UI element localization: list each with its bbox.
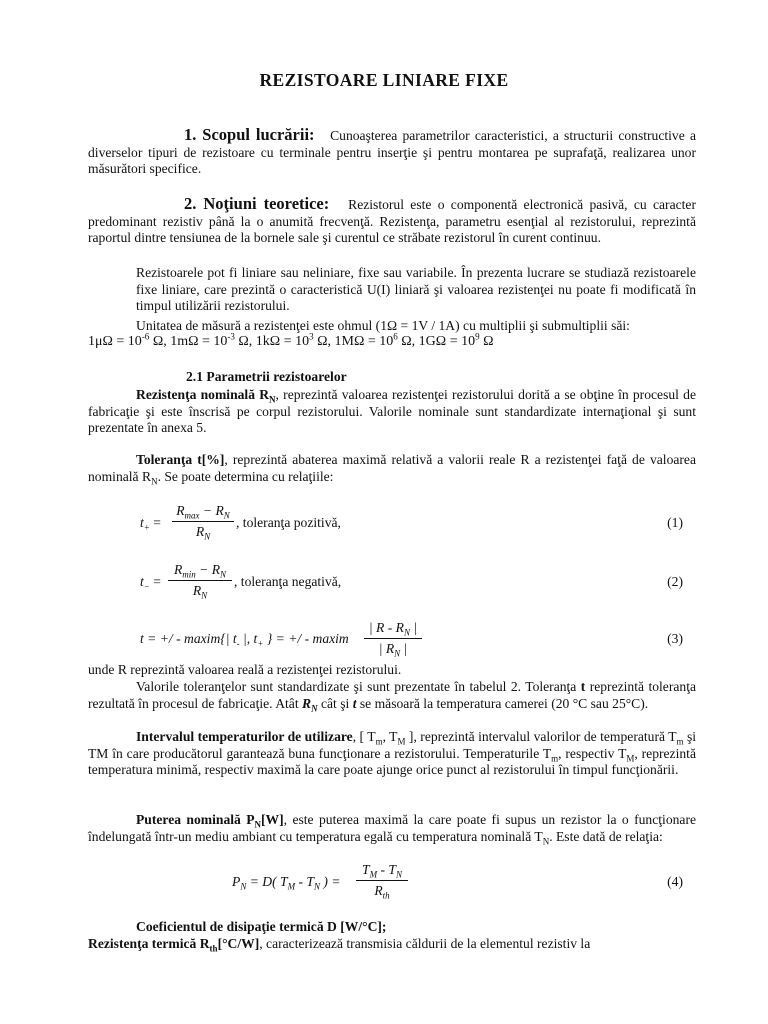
eq2-lhs [140, 574, 161, 590]
eq2-denominator [168, 583, 232, 599]
section-scope-text: Cunoaşterea parametrilor caracteristici, a structurii constructive a diverselor tipuri de rezistoare cu terminale pentru inserţie şi pentru montarea pe suprafaţă, realizarea unor măsurători specifice. [88, 128, 696, 176]
eq4-numerator [356, 862, 408, 878]
unit-text: Ω [479, 334, 494, 349]
term-nominal-resistance: Rezistenţa nominală R [136, 387, 270, 402]
subscript: m [551, 753, 559, 764]
paragraph-text: , este puterea maximă la care poate fi supus un rezistor la o funcţionare îndelungată într-un mediu ambiant cu temperatura egală cu temperatura nominală T [88, 812, 697, 844]
eq-sign: = [149, 574, 161, 589]
subscript: m [676, 736, 684, 747]
subscript: N [403, 627, 410, 638]
unit-text: Ω, 1mΩ = 10 [149, 334, 228, 349]
subscript: N [220, 569, 227, 580]
unit-exp: 3 [309, 331, 314, 342]
unit-exp: -6 [141, 331, 150, 342]
term-unit: [W] [261, 812, 284, 827]
unit-multiples [88, 331, 696, 351]
fraction-bar [172, 521, 234, 522]
section-heading-theory: 2. Noţiuni teoretice: [184, 194, 330, 213]
eq4-number: (4) [667, 874, 683, 889]
symbol-t: t [580, 679, 586, 694]
unit-text: Ω, 1GΩ = 10 [397, 334, 476, 349]
symbol-rn: R [302, 695, 312, 711]
paragraph-real-value: unde R reprezintă valoarea reală a rezistenţei rezistorului. [88, 662, 402, 677]
paragraph-text: Valorile toleranţelor sunt standardizate şi sunt prezentate în tabelul 2. Toleranţa [136, 679, 581, 694]
eq2-numerator [168, 562, 232, 578]
eq1-numerator [172, 503, 234, 519]
eq-symbol: P [232, 874, 241, 889]
paragraph-text: şi TM în care producătorul garantează buna funcţionare a rezistorului. Temperaturile T [88, 729, 697, 761]
eq-symbol: | [409, 620, 418, 635]
paragraph-text: , T [382, 729, 398, 744]
paragraph-resistor-types: Rezistoarele pot fi liniare sau neliniare, fixe sau variabile. În prezenta lucrare se studiază rezistoarele fixe liniare, care prezintă o caracteristică U(I) liniară şi valoarea rezistenţei nu poate fi modificată în timpul utilizării rezistorului. [136, 265, 696, 313]
subscript: N [269, 394, 276, 405]
fraction-bar [364, 638, 422, 639]
eq-symbol: t [140, 574, 144, 589]
subscript: - [236, 638, 240, 649]
eq-symbol: ) = [320, 874, 341, 889]
eq-symbol: − R [199, 503, 224, 518]
paragraph-text: cât şi [317, 695, 353, 711]
paragraph-text: , respectiv T [558, 745, 627, 761]
eq2-number: (2) [667, 574, 683, 589]
symbol-t: t [352, 695, 357, 711]
paragraph-nominal-power [88, 812, 696, 845]
eq4-lhs [232, 874, 341, 890]
subscript: M [626, 753, 635, 764]
paragraph-text: ], reprezintă intervalul valorilor de temperatură T [405, 729, 677, 744]
unit-exp: 9 [475, 331, 480, 342]
eq-symbol: t = +/ - maxim{| t [140, 631, 237, 646]
eq-symbol: |, t [239, 631, 258, 646]
eq-symbol: R [173, 562, 183, 577]
subscript: N [240, 881, 247, 892]
unit-exp: 6 [393, 331, 398, 342]
eq-symbol: R [374, 883, 383, 898]
unit-text: 1μΩ = 10 [88, 334, 142, 349]
eq-sign: = [149, 515, 161, 530]
paragraph-unit: Unitatea de măsură a rezistenţei este ohmul (1Ω = 1V / 1A) cu multiplii şi submultiplii săi: [136, 318, 630, 333]
page-title: REZISTOARE LINIARE FIXE [259, 70, 509, 90]
subscript: − [143, 581, 150, 592]
eq4-fraction [356, 862, 408, 899]
eq4-denominator [356, 883, 408, 899]
subscript: th [382, 890, 390, 901]
eq1-denominator [172, 524, 234, 540]
paragraph-temperature-range [88, 729, 696, 779]
paragraph-text: , reprezintă abaterea maximă relativă a valorii reale R a rezistenţei faţă de valoarea nominală R [88, 452, 696, 484]
equation-1 [0, 503, 768, 549]
subscript: N [201, 590, 208, 601]
subscript: max [184, 510, 200, 521]
term-unit: [°C/W] [217, 936, 260, 951]
eq-symbol: | R - R [368, 620, 404, 635]
term-nominal-power: Puterea nominală P [136, 812, 255, 827]
paragraph-text: se măsoară la temperatura camerei (20 °C sau 25°C). [356, 695, 649, 711]
eq3-number: (3) [667, 631, 683, 646]
subscript: th [209, 943, 218, 953]
fraction-bar [168, 580, 232, 581]
term-dissipation-coefficient [88, 919, 696, 936]
subscript: m [375, 736, 383, 747]
eq-symbol: R [176, 503, 185, 518]
subscript: M [287, 881, 296, 892]
paragraph-thermal-resistance [88, 936, 696, 953]
eq1-lhs [140, 515, 161, 531]
eq-symbol: = D( T [246, 874, 288, 889]
subscript: N [395, 869, 402, 880]
unit-exp: -3 [227, 331, 235, 342]
eq-symbol: | R [378, 641, 395, 656]
paragraph-text: , reprezintă temperatura minimă, respectiv maximă la care poate ajunge orice punct al rezistorului în timpul funcţionării. [88, 745, 696, 777]
paragraph-tolerance-standard [88, 679, 696, 712]
eq-symbol: R [192, 583, 202, 598]
section-scope [88, 127, 696, 178]
subscript: min [182, 569, 196, 580]
subscript: N [394, 648, 401, 659]
equation-4 [0, 862, 768, 908]
eq-symbol: t [140, 515, 144, 530]
eq-symbol: | [400, 641, 408, 656]
paragraph-text: , caracterizează transmisia căldurii de la elementul rezistiv la [259, 936, 591, 951]
eq3-denominator [364, 641, 422, 657]
paragraph-tolerance [88, 452, 696, 485]
paragraph-nominal-resistance [88, 387, 696, 437]
paragraph-text: . Se poate determina cu relaţiile: [157, 468, 334, 484]
term-thermal-resistance: Rezistenţa termică R [88, 936, 210, 951]
paragraph-text: . Este dată de relaţia: [549, 828, 663, 844]
subscript: N [254, 819, 262, 830]
eq3-numerator [364, 620, 422, 636]
subscript: M [397, 736, 406, 747]
eq2-description: , toleranţa negativă, [234, 574, 342, 589]
section-theory [88, 196, 696, 247]
term-tolerance: Toleranţa t[%] [136, 452, 225, 467]
paragraph-text: , reprezintă valoarea rezistenţei rezistorului dorită a se obţine în procesul de fabricaţie şi este înscrisă pe corpul rezistorului. Valorile nominale sunt standardizate internaţional şi sunt prezentate în anexa 5. [88, 387, 696, 435]
eq-symbol: } = +/ - maxim [263, 631, 349, 646]
fraction-bar [356, 880, 408, 881]
eq-symbol: − R [195, 562, 221, 577]
subscript: + [143, 522, 150, 533]
subscript: N [151, 476, 158, 487]
paragraph-text: , [ T [352, 729, 376, 744]
subscript: N [314, 881, 321, 892]
eq2-fraction [168, 562, 232, 599]
section-heading-scope: 1. Scopul lucrării: [184, 125, 315, 144]
subscript: + [257, 638, 264, 649]
equation-3 [0, 620, 768, 666]
eq-symbol: T [362, 862, 370, 877]
eq-symbol: - T [295, 874, 314, 889]
eq1-description: , toleranţa pozitivă, [236, 515, 341, 530]
subsection-heading-parameters: 2.1 Parametrii rezistoarelor [186, 369, 347, 384]
subscript: N [204, 531, 211, 542]
paragraph-text: Coeficientul de disipaţie termică D [W/°C]; [136, 919, 387, 934]
unit-text: Ω, 1MΩ = 10 [313, 334, 394, 349]
paragraph-text: reprezintă toleranţa rezultată în procesul de fabricaţie. Atât [88, 679, 696, 711]
eq1-fraction [172, 503, 234, 540]
term-temperature-range: Intervalul temperaturilor de utilizare [136, 729, 353, 744]
subscript: M [369, 869, 378, 880]
equation-2 [0, 562, 768, 608]
eq-symbol: R [195, 524, 205, 539]
subscript: N [223, 510, 230, 521]
eq-symbol: - T [377, 862, 396, 877]
subscript: N [542, 836, 550, 847]
section-theory-text: Rezistorul este o componentă electronică pasivă, cu caracter predominant rezistiv până la o anumită frecvenţă. Rezistenţa, parametru esenţial al rezistorului, reprezintă raportul dintre tensiunea de la bornele sale şi curentul ce străbate rezistorul în curent continuu. [88, 197, 696, 245]
eq3-fraction [364, 620, 422, 657]
eq1-number: (1) [667, 515, 683, 530]
eq3-lhs [140, 631, 349, 647]
subscript: N [311, 703, 318, 714]
unit-text: Ω, 1kΩ = 10 [234, 334, 310, 349]
